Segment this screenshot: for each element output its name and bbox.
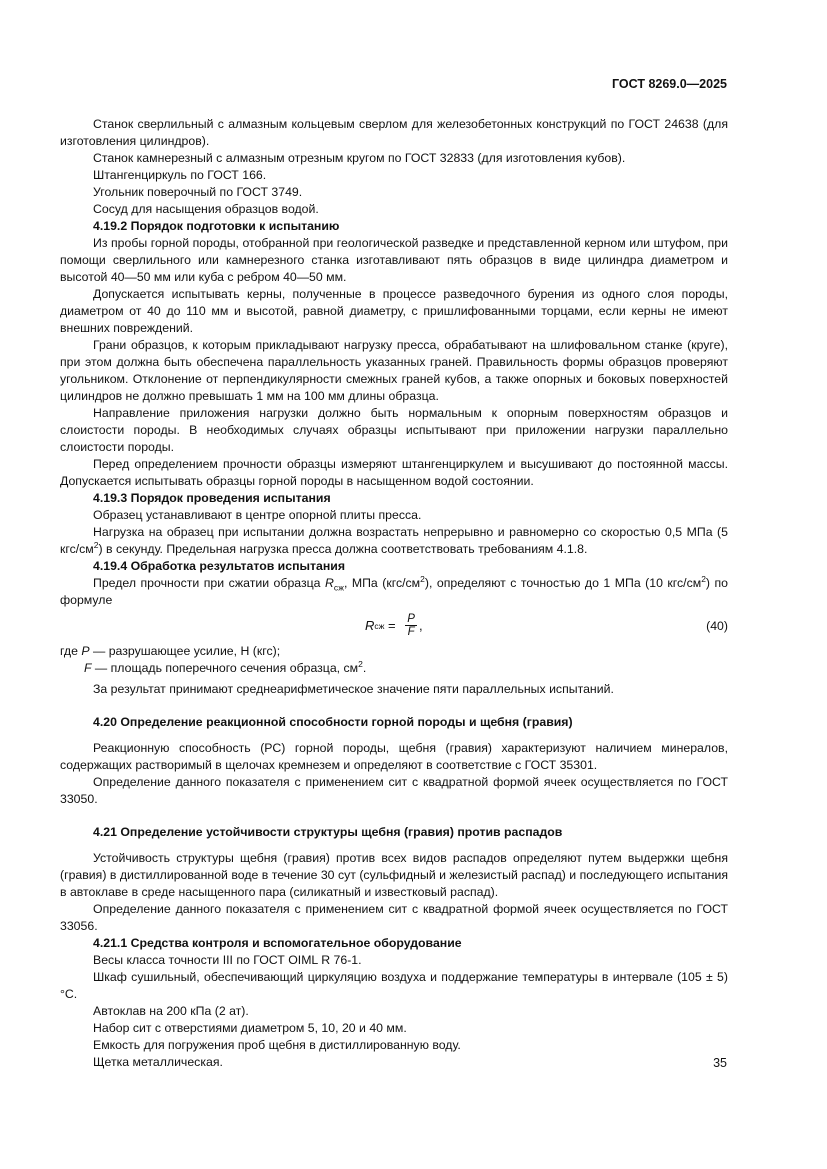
equipment-item: Весы класса точности III по ГОСТ OIML R 76-1.	[93, 953, 362, 967]
section-heading-4-21-1: 4.21.1 Средства контроля и вспомогательное оборудование	[93, 936, 462, 950]
equipment-item: Щетка металлическая.	[93, 1055, 223, 1069]
equipment-item: Штангенциркуль по ГОСТ 166.	[93, 168, 267, 182]
paragraph: Определение данного показателя с применением сит с квадратной формой ячеек осуществляется по ГОСТ 33050.	[60, 775, 728, 806]
equipment-item: Набор сит с отверстиями диаметром 5, 10, 20 и 40 мм.	[93, 1021, 407, 1035]
section-heading-4-19-2: 4.19.2 Порядок подготовки к испытанию	[93, 219, 340, 233]
text-run: где	[60, 644, 82, 658]
document-header: ГОСТ 8269.0—2025	[611, 77, 727, 91]
paragraph: Определение данного показателя с применением сит с квадратной формой ячеек осуществляется по ГОСТ 33056.	[60, 902, 728, 933]
where-clause-p	[60, 643, 728, 660]
text-run: Нагрузка на образец при испытании должна возрастать непрерывно и равномерно со скоростью 0,5 МПа (5 кгс/см	[60, 525, 728, 556]
formula-numerator: P	[407, 613, 415, 625]
superscript: 2	[420, 573, 425, 584]
formula-lhs-variable: R	[365, 618, 375, 633]
section-heading-4-19-4: 4.19.4 Обработка результатов испытания	[93, 559, 346, 573]
paragraph: Устойчивость структуры щебня (гравия) против всех видов распадов определяют путем выдержки щебня (гравия) в дистиллированной воде в течение 30 сут (сульфидный и железистый распад) и последующего испытания в автоклаве в среде насыщенного пара (силикатный и известковый распад).	[60, 851, 728, 899]
paragraph: Реакционную способность (РС) горной породы, щебня (гравия) характеризуют наличием минералов, содержащих растворимый в щелочах кремнезем и определяют в соответствие с ГОСТ 35301.	[60, 741, 728, 772]
page-number: 35	[713, 1056, 727, 1070]
subscript: сж	[333, 582, 344, 593]
paragraph: Направление приложения нагрузки должно быть нормальным к опорным поверхностям образцов и слоистости породы. В необходимых случаях образцы испытывают при приложении нагрузки параллельно слоистости породы.	[60, 406, 728, 454]
equipment-item: Емкость для погружения проб щебня в дистиллированную воду.	[93, 1038, 461, 1052]
variable-p: P	[81, 644, 90, 658]
paragraph: Перед определением прочности образцы измеряют штангенциркулем и высушивают до постоянной массы. Допускается испытывать образцы горной породы в насыщенном водой состоянии.	[60, 457, 728, 488]
paragraph: Из пробы горной породы, отобранной при геологической разведке и представленной керном или штуфом, при помощи сверлильного или камнерезного станка изготавливают пять образцов в виде цилиндра диаметром и высотой 40—50 мм или куба с ребром 40—50 мм.	[60, 236, 728, 284]
formula-40	[60, 611, 728, 643]
section-heading-4-19-3: 4.19.3 Порядок проведения испытания	[93, 491, 331, 505]
text-run: ) по формуле	[60, 576, 729, 607]
equipment-item: Станок камнерезный с алмазным отрезным кругом по ГОСТ 32833 (для изготовления кубов).	[93, 151, 626, 165]
formula-equals: =	[384, 618, 400, 633]
text-run: .	[362, 661, 367, 675]
paragraph: Грани образцов, к которым прикладывают нагрузку пресса, обрабатывают на шлифовальном станке (круге), при этом должна быть обеспечена параллельность указанных граней. Правильность формы образцов проверяют угольником. Отклонение от перпендикулярности смежных граней кубов, а также опорных и боковых поверхностей цилиндров не должно превышать 1 мм на 100 мм длины образца.	[60, 338, 728, 403]
equipment-item: Угольник поверочный по ГОСТ 3749.	[93, 185, 303, 199]
superscript: 2	[358, 658, 363, 669]
formula-number: (40)	[706, 619, 728, 633]
text-run: , МПа (кгс/см	[343, 576, 421, 590]
variable-r: R	[325, 576, 334, 590]
document-content	[60, 116, 728, 1071]
text-run: Предел прочности при сжатии образца	[93, 576, 325, 590]
paragraph-result: За результат принимают среднеарифметическое значение пяти параллельных испытаний.	[93, 682, 614, 696]
where-clause-f	[60, 660, 728, 677]
formula-expression: R сж = $\frac{P}{F}$ ,	[365, 613, 423, 638]
section-heading-4-20: 4.20 Определение реакционной способности горной породы и щебня (гравия)	[93, 715, 573, 729]
text-run: — разрушающее усилие, Н (кгс);	[89, 644, 281, 658]
text-run: ), определяют с точностью до 1 МПа (10 кгс/см	[424, 576, 702, 590]
superscript: 2	[701, 573, 706, 584]
formula-denominator: F	[407, 626, 415, 638]
paragraph-strength-definition	[60, 575, 728, 609]
equipment-item: Шкаф сушильный, обеспечивающий циркуляцию воздуха и поддержание температуры в интервале (105 ± 5) °С.	[60, 970, 728, 1001]
paragraph: Образец устанавливают в центре опорной плиты пресса.	[93, 508, 422, 522]
paragraph: Допускается испытывать керны, полученные в процессе разведочного бурения из одного слоя породы, диаметром от 40 до 110 мм и высотой, равной диаметру, с пришлифованными торцами, если керны не имеют внешних повреждений.	[60, 287, 728, 335]
text-run: — площадь поперечного сечения образца, см	[91, 661, 359, 675]
superscript: 2	[93, 539, 99, 550]
equipment-item: Станок сверлильный с алмазным кольцевым сверлом для железобетонных конструкций по ГОСТ 24638 (для изготовления цилиндров).	[60, 117, 728, 148]
equipment-item: Сосуд для насыщения образцов водой.	[93, 202, 319, 216]
variable-f: F	[84, 661, 92, 675]
formula-tail: ,	[418, 618, 423, 633]
paragraph-load-rate	[60, 524, 728, 558]
text-run: ) в секунду. Предельная нагрузка пресса должна соответствовать требованиям 4.1.8.	[98, 542, 588, 556]
formula-fraction	[405, 613, 417, 638]
section-heading-4-21: 4.21 Определение устойчивости структуры щебня (гравия) против распадов	[93, 825, 563, 839]
equipment-item: Автоклав на 200 кПа (2 ат).	[93, 1004, 249, 1018]
